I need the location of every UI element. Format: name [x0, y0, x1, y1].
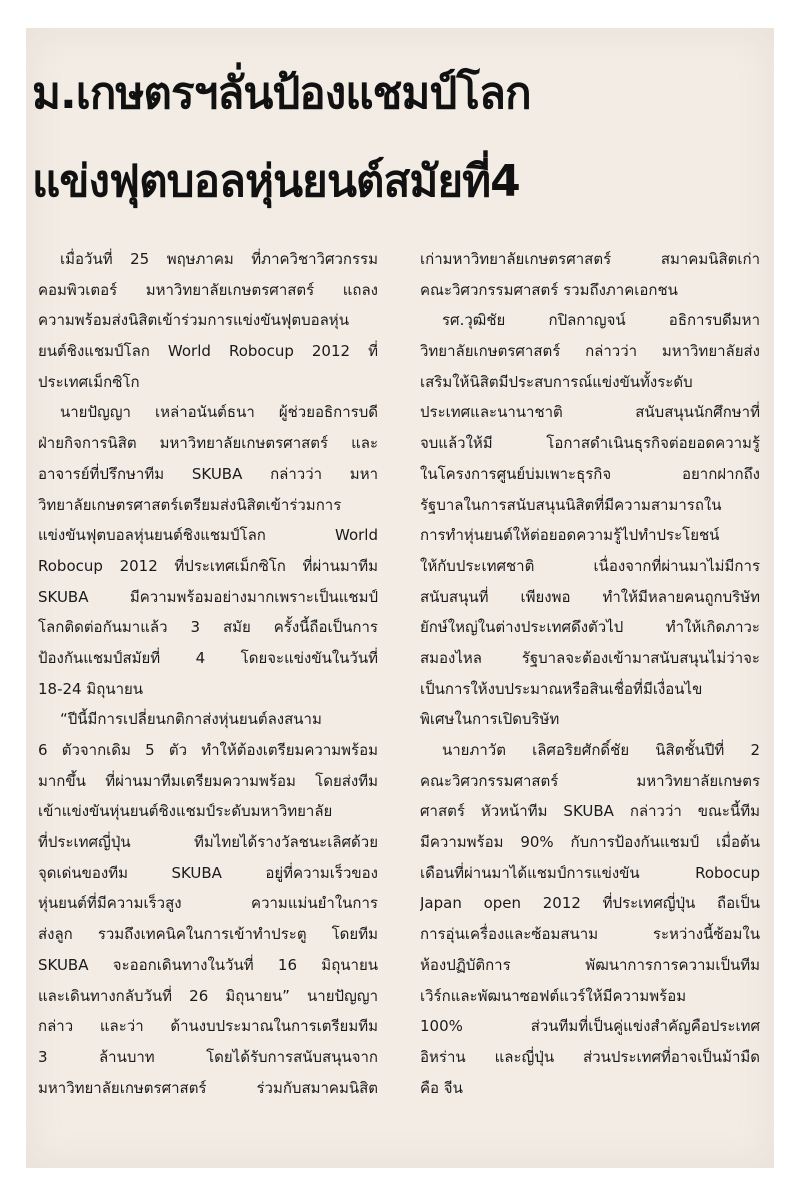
article-line: อิหร่าน และญี่ปุ่น ส่วนประเทศที่อาจเป็นม้ามืด	[420, 1047, 760, 1066]
article-line: เดือนที่ผ่านมาได้แชมป์การแข่งขัน Robocup	[420, 863, 760, 882]
article-line: จุดเด่นของทีม SKUBA อยู่ที่ความเร็วของ	[38, 863, 378, 882]
article-line: ส่งลูก รวมถึงเทคนิคในการเข้าทำประตู โดยทีม	[38, 925, 378, 944]
article-line: 100% ส่วนทีมที่เป็นคู่แข่งสำคัญคือประเทศ	[420, 1017, 760, 1036]
article-line: “ปีนี้มีการเปลี่ยนกติกาส่งหุ่นยนต์ลงสนาม	[60, 710, 322, 729]
article-line: SKUBA มีความพร้อมอย่างมากเพราะเป็นแชมป์	[38, 587, 378, 606]
article-line: และเดินทางกลับวันที่ 26 มิถุนายน” นายปัญญา	[38, 986, 378, 1005]
article-line: วิทยาลัยเกษตรศาสตร์ กล่าวว่า มหาวิทยาลัยส่ง	[420, 342, 760, 361]
article-line: ฝ่ายกิจการนิสิต มหาวิทยาลัยเกษตรศาสตร์ และ	[38, 434, 378, 453]
article-line: นายภาวัต เลิศอริยศักดิ์ชัย นิสิตชั้นปีที่ 2	[442, 741, 760, 759]
article-line: มหาวิทยาลัยเกษตรศาสตร์ ร่วมกับสมาคมนิสิต	[38, 1078, 378, 1097]
headline-line-2: แข่งฟุตบอลหุ่นยนต์สมัยที่4	[32, 156, 520, 207]
article-line: คณะวิศวกรรมศาสตร์ มหาวิทยาลัยเกษตร	[420, 771, 760, 790]
article-line: คณะวิศวกรรมศาสตร์ รวมถึงภาคเอกชน	[420, 280, 678, 299]
article-line: กล่าว และว่า ด้านงบประมาณในการเตรียมทีม	[38, 1017, 378, 1036]
article-column-right	[420, 244, 760, 1103]
article-line: Japan open 2012 ที่ประเทศญี่ปุ่น ถือเป็น	[420, 894, 760, 913]
article-line: ในโครงการศูนย์บ่มเพาะธุรกิจ อยากฝากถึง	[420, 464, 760, 483]
article-line: รศ.วุฒิชัย กปิลกาญจน์ อธิการบดีมหา	[442, 311, 760, 330]
article-line: ยนต์ชิงแชมป์โลก World Robocup 2012 ที่	[38, 342, 378, 361]
article-line: เข้าแข่งขันหุ่นยนต์ชิงแชมป์ระดับมหาวิทยาลัย	[38, 802, 333, 821]
article-line: ประเทศเม็กซิโก	[38, 372, 140, 391]
article-line: เวิร์กและพัฒนาซอฟต์แวร์ให้มีความพร้อม	[420, 986, 687, 1005]
article-line: เก่ามหาวิทยาลัยเกษตรศาสตร์ สมาคมนิสิตเก่า	[420, 250, 760, 268]
article-line: มากขึ้น ที่ผ่านมาทีมเตรียมความพร้อม โดยส่งทีม	[38, 771, 378, 790]
article-line: ยักษ์ใหญ่ในต่างประเทศดึงตัวไป ทำให้เกิดภาวะ	[420, 618, 760, 637]
article-line: จบแล้วให้มี โอกาสดำเนินธุรกิจต่อยอดความรู้	[420, 434, 760, 453]
article-line: ที่ประเทศญี่ปุ่น ทีมไทยได้รางวัลชนะเลิศด้วย	[38, 833, 378, 852]
article-line: อาจารย์ที่ปรึกษาทีม SKUBA กล่าวว่า มหา	[38, 464, 378, 483]
article-line: ห้องปฏิบัติการ พัฒนาการการความเป็นทีม	[420, 955, 760, 974]
article-line: วิทยาลัยเกษตรศาสตร์เตรียมส่งนิสิตเข้าร่วมการ	[38, 495, 342, 514]
article-line: หุ่นยนต์ที่มีความเร็วสูง ความแม่นยำในการ	[38, 894, 378, 913]
article-line: 18-24 มิถุนายน	[38, 679, 144, 698]
article-line: Robocup 2012 ที่ประเทศเม็กซิโก ที่ผ่านมาทีม	[38, 556, 378, 575]
article-line: ศาสตร์ หัวหน้าทีม SKUBA กล่าวว่า ขณะนี้ทีม	[420, 802, 760, 821]
article-line: การทำหุ่นยนต์ให้ต่อยอดความรู้ไปทำประโยชน์	[420, 526, 720, 545]
article-line: ป้องกันแชมป์สมัยที่ 4 โดยจะแข่งขันในวันที่	[38, 648, 378, 667]
headline-line-1: ม.เกษตรฯลั่นป้องแชมป์โลก	[32, 68, 531, 119]
article-line: SKUBA จะออกเดินทางในวันที่ 16 มิถุนายน	[38, 955, 378, 974]
article-line: มีความพร้อม 90% กับการป้องกันแชมป์ เมื่อต้น	[420, 833, 760, 852]
article-line: สมองไหล รัฐบาลจะต้องเข้ามาสนับสนุนไม่ว่าจะ	[420, 648, 760, 667]
article-line: 3 ล้านบาท โดยได้รับการสนับสนุนจาก	[38, 1047, 378, 1066]
article-line: คือ จีน	[420, 1078, 463, 1097]
article-line: สนับสนุนที่ เพียงพอ ทำให้มีหลายคนถูกบริษัท	[420, 587, 760, 606]
article-line: พิเศษในการเปิดบริษัท	[420, 710, 560, 729]
article-line: เป็นการให้งบประมาณหรือสินเชื่อที่มีเงื่อนไข	[420, 679, 703, 698]
article-line: เสริมให้นิสิตมีประสบการณ์แข่งขันทั้งระดับ	[420, 372, 693, 391]
article-line: แข่งขันฟุตบอลหุ่นยนต์ชิงแชมป์โลก World	[38, 526, 378, 545]
article-line: โลกติดต่อกันมาแล้ว 3 สมัย ครั้งนี้ถือเป็นการ	[38, 618, 378, 637]
article-column-left	[38, 244, 378, 1103]
article-line: 6 ตัวจากเดิม 5 ตัว ทำให้ต้องเตรียมความพร้อม	[38, 741, 378, 759]
article-line: นายปัญญา เหล่าอนันต์ธนา ผู้ช่วยอธิการบดี	[60, 403, 378, 422]
article-line: เมื่อวันที่ 25 พฤษภาคม ที่ภาควิชาวิศวกรรม	[60, 250, 378, 268]
article-line: ประเทศและนานาชาติ สนับสนุนนักศึกษาที่	[420, 403, 760, 422]
article-line: ให้กับประเทศชาติ เนื่องจากที่ผ่านมาไม่มีการ	[420, 556, 760, 575]
article-line: รัฐบาลในการสนับสนุนนิสิตที่มีความสามารถใน	[420, 495, 722, 514]
article-line: การอุ่นเครื่องและซ้อมสนาม ระหว่างนี้ซ้อมใน	[420, 925, 760, 944]
article-line: ความพร้อมส่งนิสิตเข้าร่วมการแข่งขันฟุตบอลหุ่น	[38, 311, 349, 330]
article-line: คอมพิวเตอร์ มหาวิทยาลัยเกษตรศาสตร์ แถลง	[38, 280, 378, 299]
